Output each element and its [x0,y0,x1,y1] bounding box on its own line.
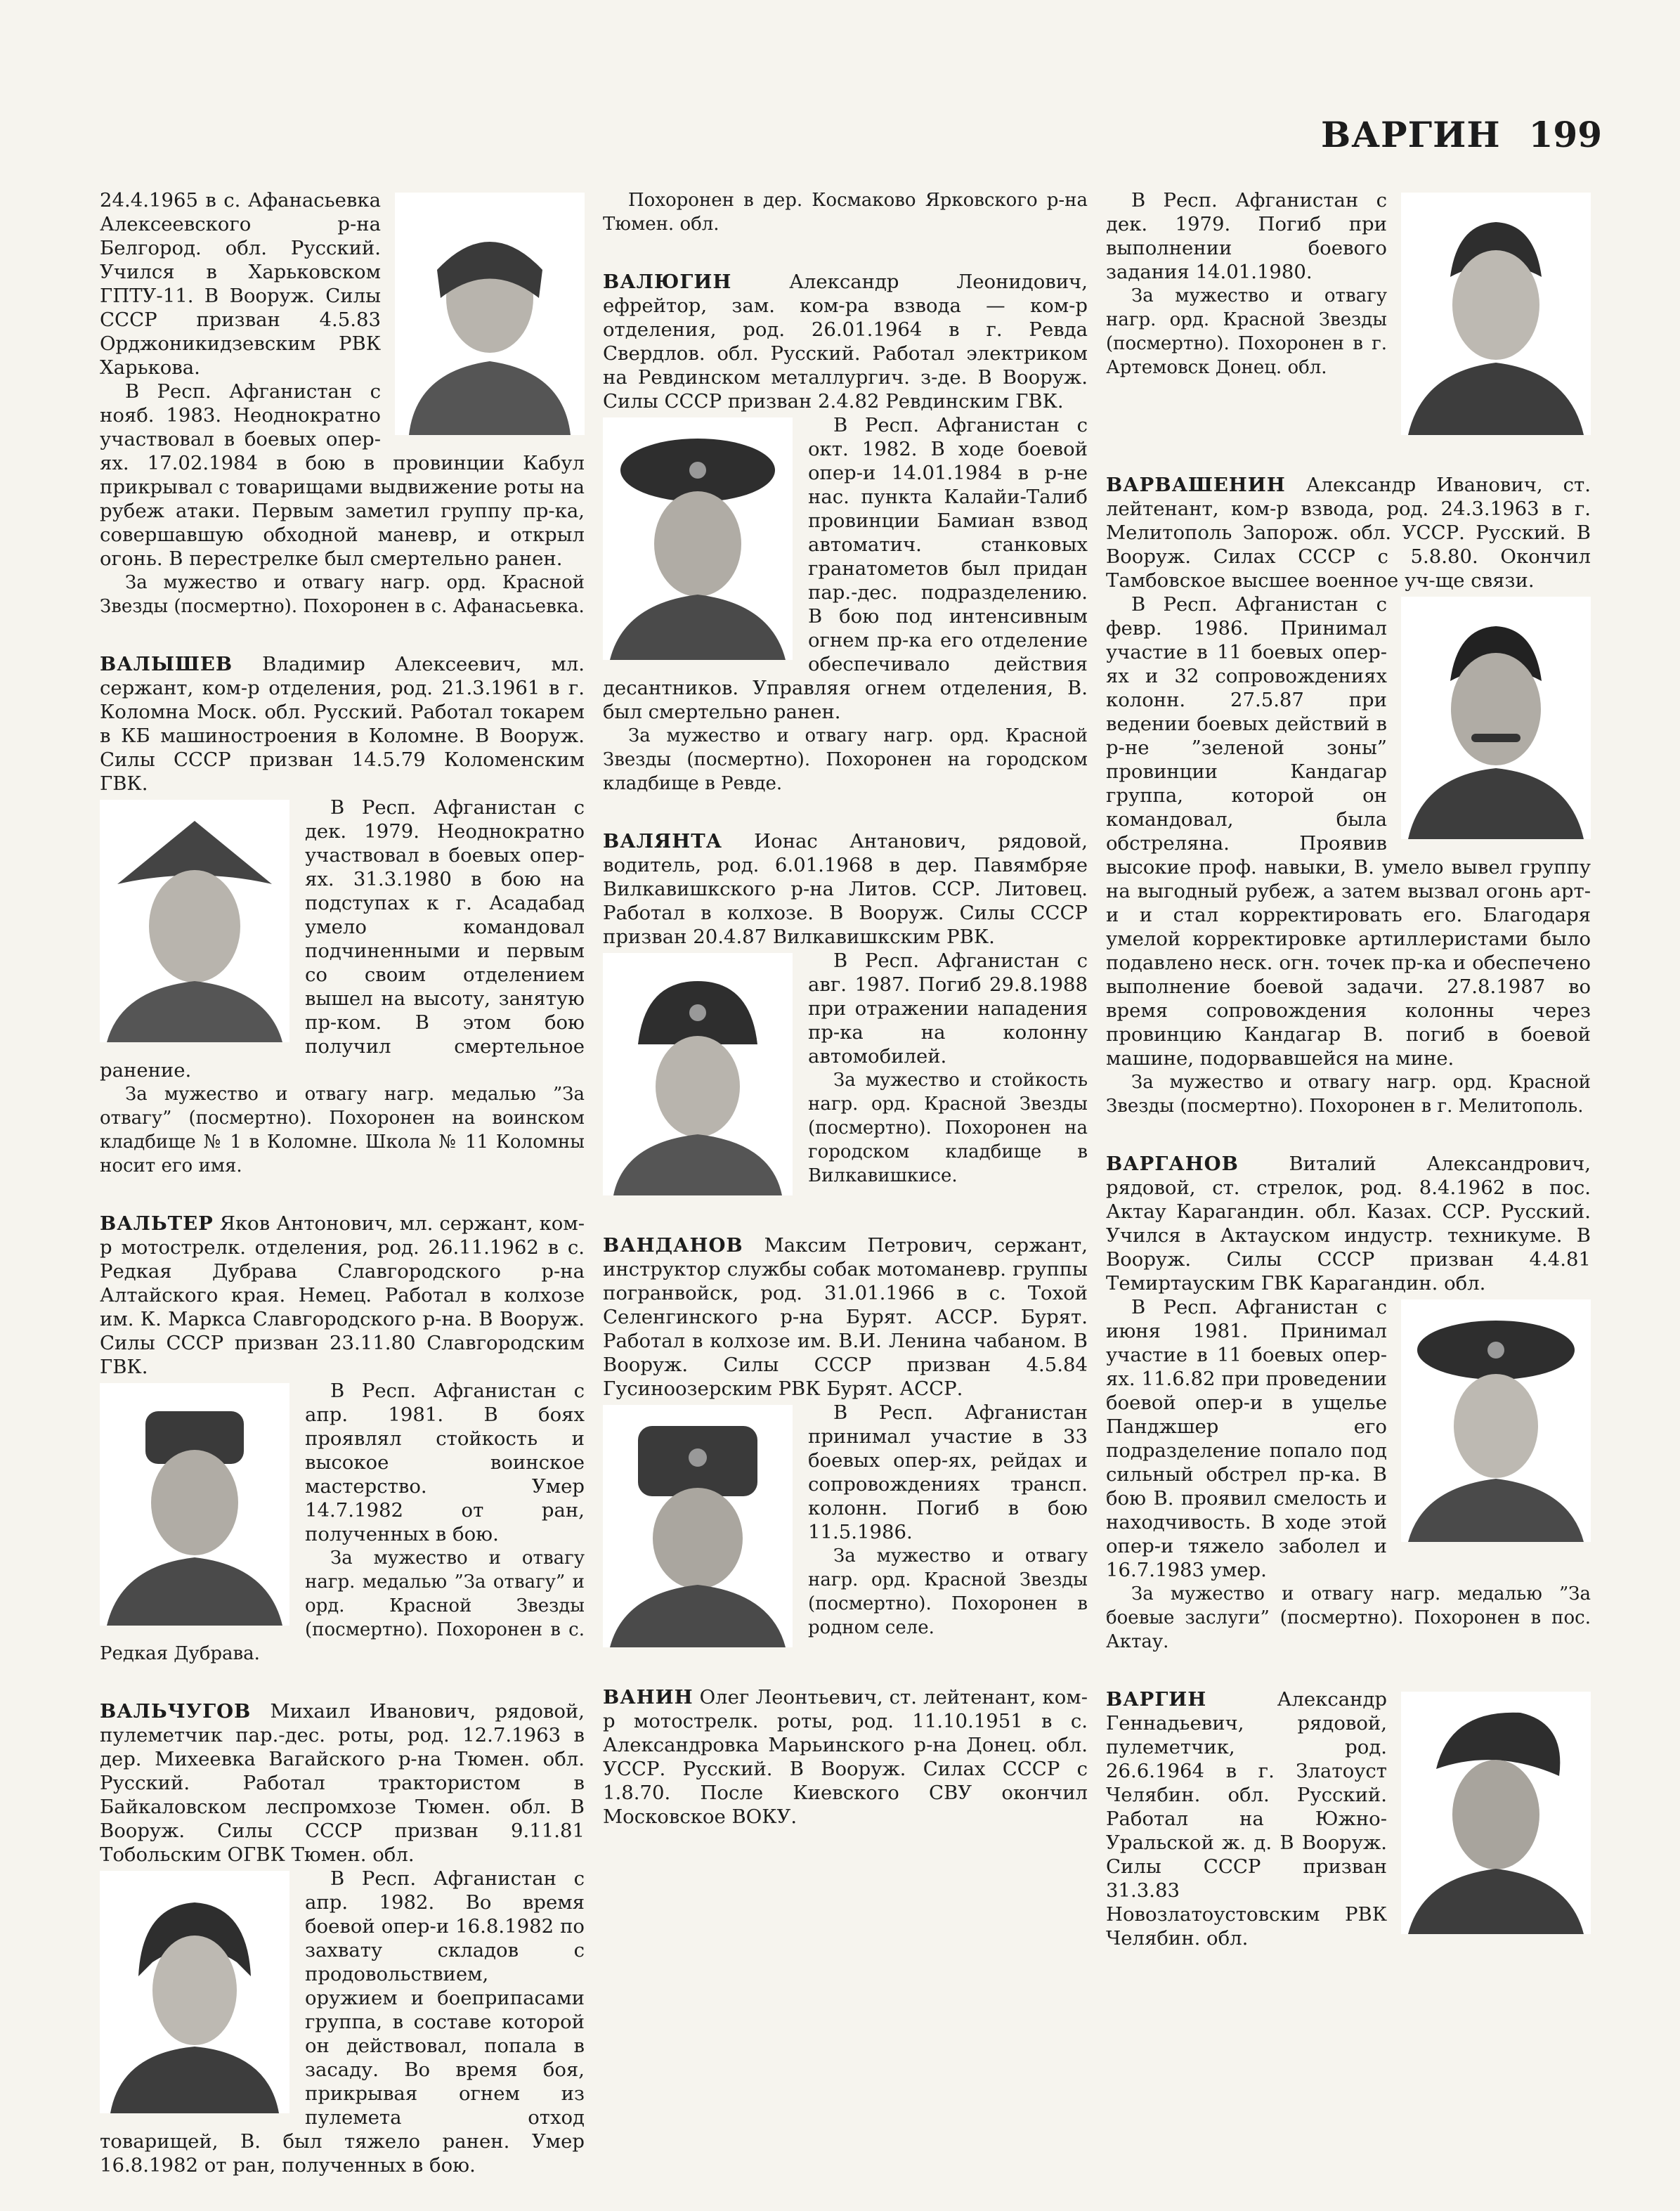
entry-body: В Респ. Афганистан с нояб. 1983. Неоднократно участвовал в боевых опер-ях. 17.02.1984 в бою в провинции Кабул прикрывал с товарищами выдвижение роты на рубеж атаки. Первым заметил группу пр-ка, совершавшую обходной маневр, и открыл огонь. В перестрелке был смертельно ранен. [100,380,585,570]
portrait-photo [603,1405,793,1647]
page-number: 199 [1528,114,1602,155]
entry-valyshev [100,652,585,1178]
portrait-photo [395,193,585,435]
entry-lead: ВАРГИН Александр Геннадьевич, рядовой, пулеметчик, род. 26.6.1964 в г. Златоуст Челябин. обл. Русский. Работал на Южно-Уральской ж. д. В Вооруж. Силы СССР призван 31.3.83 Новозлатоустовским РВК Челябин. обл. [1106,1688,1387,1950]
entry-award: За мужество и отвагу нагр. медалью ”За боевые заслуги” (посмертно). Похоронен в пос. Актау. [1106,1583,1591,1652]
entry-varganov [1106,1152,1591,1654]
entry-award: За мужество и отвагу нагр. орд. Красной Звезды (посмертно). Похоронен в с. Афанасьевка. [100,572,585,617]
entry-lead: ВАНИН Олег Леонтьевич, ст. лейтенант, ком-р мотострелк. роты, род. 11.10.1951 в с. Александровка Марьинского р-на Донец. обл. УССР. Русский. В Вооруж. Силах СССР с 1.8.70. После Киевского СВУ окончил Московское ВОКУ. [603,1686,1088,1828]
column-3 [1106,188,1591,1984]
entry-body: В Респ. Афганистан принимал участие в 33 боевых опер-ях, рейдах и сопровождениях трансп. колонн. Погиб в бою 11.5.1986. [808,1401,1088,1543]
entry-lead: ВАЛЯНТА Ионас Антанович, рядовой, водитель, род. 6.01.1968 в дер. Павямбряе Вилкавишкского р-на Литов. ССР. Литовец. Работал в колхозе. В Вооруж. Силы СССР призван 20.4.87 Вилкавишкским РВК. [603,830,1088,948]
entry-surname: ВАЛЫШЕВ [100,653,233,675]
entry-lead: ВАНДАНОВ Максим Петрович, сержант, инструктор службы собак мотоманевр. группы погранвойск, род. 31.01.1966 в с. Тохой Селенгинского р-на Бурят. АССР. Бурят. Работал в колхозе им. В.И. Ленина чабаном. В Вооруж. Силы СССР призван 4.5.84 Гусиноозерским РВК Бурят. АССР. [603,1234,1088,1400]
portrait-photo [100,800,289,1042]
portrait-photo [1401,1299,1591,1542]
entry-valyanta [603,829,1088,1200]
entry-surname: ВАРГИН [1106,1688,1207,1711]
portrait-photo [100,1383,289,1626]
page-header [1321,114,1602,156]
entry-valchugov-continued [603,188,1088,236]
entry-lead: ВАРВАШЕНИН Александр Иванович, ст. лейтенант, ком-р взвода, род. 24.3.1963 в г. Мелитополь Запорож. обл. УССР. Русский. В Вооруж. Силах СССР с 5.8.80. Окончил Тамбовское высшее военное уч-ще связи. [1106,474,1591,592]
entry-valter [100,1212,585,1666]
entry-surname: ВАЛЬЧУГОВ [100,1700,252,1723]
entry-surname: ВАЛЮГИН [603,271,732,293]
entry-surname: ВАРГАНОВ [1106,1153,1239,1175]
entry-award: За мужество и стойкость нагр. орд. Красной Звезды (посмертно). Похоронен на городском кладбище в Вилкавишкисе. [808,1070,1088,1186]
entry-vargin [1106,1687,1591,1950]
entry-award: За мужество и отвагу нагр. орд. Красной Звезды (посмертно). Похоронен в г. Артемовск Донец. обл. [1106,285,1387,378]
entry-surname: ВАНИН [603,1686,694,1708]
entry-body: В Респ. Афганистан с июня 1981. Принимал участие в 11 боевых опер-ях. 11.6.82 при проведении боевой опер-и в ущелье Панджшер его подразделение попало под сильный обстрел пр-ка. В бою В. проявил смелость и находчивость. В ходе этой опер-и тяжело заболел и 16.7.1983 умер. [1106,1296,1387,1581]
portrait-photo [603,953,793,1195]
entry-surname: ВАЛЬТЕР [100,1212,214,1235]
entry-body: В Респ. Афганистан с февр. 1986. Принимал участие в 11 боевых опер-ях и 32 сопровождениях колонн. 27.5.87 при ведении боевых действий в р-не ”зеленой зоны” провинции Кандагар группа, которой он командовал, была обстреляна. Проявив высокие проф. навыки, В. умело вывел группу на выгодный рубеж, а затем вызвал огонь арт-и и стал корректировать его. Благодаря умелой корректировке артиллеристами было подавлено неск. огн. точек пр-ка и обеспечено выполнение боевой задачи. 27.8.1987 во время сопровождения колонны через провинцию Кандагар В. погиб в боевой машине, подорвавшейся на мине. [1106,593,1591,1070]
entry-lead: ВАЛЬЧУГОВ Михаил Иванович, рядовой, пулеметчик пар.-дес. роты, род. 12.7.1963 в дер. Михеевка Вагайского р-на Тюмен. обл. Русский. Работал трактористом в Байкаловском леспромхозе Тюмен. обл. В Вооруж. Силы СССР призван 9.11.81 Тобольским ОГВК Тюмен. обл. [100,1700,585,1866]
portrait-photo [100,1871,289,2113]
entry-body: В Респ. Афганистан с окт. 1982. В ходе боевой опер-и 14.01.1984 в р-не нас. пункта Калайи-Талиб провинции Бамиан взвод автоматич. станковых гранатометов был придан пар.-дес. подразделению. В бою под интенсивным огнем пр-ка его отделение обеспечивало действия десантников. Управляя огнем отделения, В. был смертельно ранен. [603,414,1088,723]
entry-award: За мужество и отвагу нагр. медалью ”За отвагу” (посмертно). Похоронен на воинском кладбище № 1 в Коломне. Школа № 11 Коломны носит его имя. [100,1084,585,1176]
portrait-photo [1401,193,1591,435]
entry-award: За мужество и отвагу нагр. орд. Красной Звезды (посмертно). Похоронен в родном селе. [808,1545,1088,1638]
entry-varvashenin [1106,473,1591,1118]
entry-body: В Респ. Афганистан с дек. 1979. Неоднократно участвовал в боевых опер-ях. 31.3.1980 в бою на подступах к г. Асадабад умело командовал подчиненными и первым со своим отделением вышел на высоту, занятую пр-ком. В этом бою получил смертельное ранение. [100,796,585,1082]
entry-body: В Респ. Афганистан с апр. 1981. В боях проявлял стойкость и высокое воинское мастерство. Умер 14.7.1982 от ран, полученных в бою. [305,1380,585,1545]
entry-surname: ВАРВАШЕНИН [1106,474,1286,496]
entry-lead: ВАЛЬТЕР Яков Антонович, мл. сержант, ком-р мотострелк. отделения, род. 26.11.1962 в с. Редкая Дубрава Славгородского р-на Алтайского края. Немец. Работал в колхозе им. К. Маркса Славгородского р-на. В Вооруж. Силы СССР призван 23.11.80 Славгородским ГВК. [100,1212,585,1378]
entry-award: Похоронен в дер. Космаково Ярковского р-на Тюмен. обл. [603,190,1088,235]
entry-continued [100,188,585,618]
entry-body: В Респ. Афганистан с дек. 1979. Погиб при выполнении боевого задания 14.01.1980. [1106,189,1387,283]
portrait-photo [603,417,793,660]
entry-vandanov [603,1233,1088,1652]
entry-award: За мужество и отвагу нагр. орд. Красной Звезды (посмертно). Похоронен на городском кладбище в Ревде. [603,725,1088,794]
column-2 [603,188,1088,1862]
entry-valyugin [603,270,1088,796]
running-head: ВАРГИН [1321,114,1501,155]
entry-valchugov [100,1699,585,2177]
column-1 [100,188,585,2211]
entry-award: За мужество и отвагу нагр. орд. Красной Звезды (посмертно). Похоронен в г. Мелитополь. [1106,1072,1591,1117]
entry-vanin [603,1685,1088,1829]
entry-lead: ВАЛЫШЕВ Владимир Алексеевич, мл. сержант, ком-р отделения, род. 21.3.1961 в г. Коломна Моск. обл. Русский. Работал токарем в КБ машиностроения в Коломне. В Вооруж. Силы СССР призван 14.5.79 Коломенским ГВК. [100,653,585,795]
entry-award: За мужество и отвагу нагр. медалью ”За отвагу” и орд. Красной Звезды (посмертно). Похоронен в с. Редкая Дубрава. [100,1548,585,1664]
entry-lead: ВАРГАНОВ Виталий Александрович, рядовой, ст. стрелок, род. 8.4.1962 в пос. Актау Карагандин. обл. Казах. ССР. Русский. Учился в Актауском индустр. техникуме. В Вооруж. Силы СССР призван 4.4.81 Темиртауским ГВК Карагандин. обл. [1106,1153,1591,1295]
entry-surname: ВАНДАНОВ [603,1234,743,1257]
portrait-photo [1401,1692,1591,1934]
entry-lead: ВАЛЮГИН Александр Леонидович, ефрейтор, зам. ком-ра взвода — ком-р отделения, род. 26.01.1964 в г. Ревда Свердлов. обл. Русский. Работал электриком на Ревдинском металлургич. з-де. В Вооруж. Силы СССР призван 2.4.82 Ревдинским ГВК. [603,271,1088,413]
entry-vanin-continued [1106,188,1591,439]
entry-surname: ВАЛЯНТА [603,830,723,852]
entry-body: В Респ. Афганистан с апр. 1982. Во время боевой опер-и 16.8.1982 по захвату складов с продовольствием, оружием и боеприпасами группа, в составе которой он действовал, попала в засаду. Во время боя, прикрывая огнем из пулемета отход товарищей, В. был тяжело ранен. Умер 16.8.1982 от ран, полученных в бою. [100,1867,585,2177]
portrait-photo [1401,597,1591,839]
entry-body: В Респ. Афганистан с авг. 1987. Погиб 29.8.1988 при отражении нападения пр-ка на колонну автомобилей. [808,949,1088,1068]
entry-lead: 24.4.1965 в с. Афанасьевка Алексеевского р-на Белгород. обл. Русский. Учился в Харьковском ГПТУ-11. В Вооруж. Силы СССР призван 4.5.83 Орджоникидзевским РВК Харькова. [100,189,381,379]
